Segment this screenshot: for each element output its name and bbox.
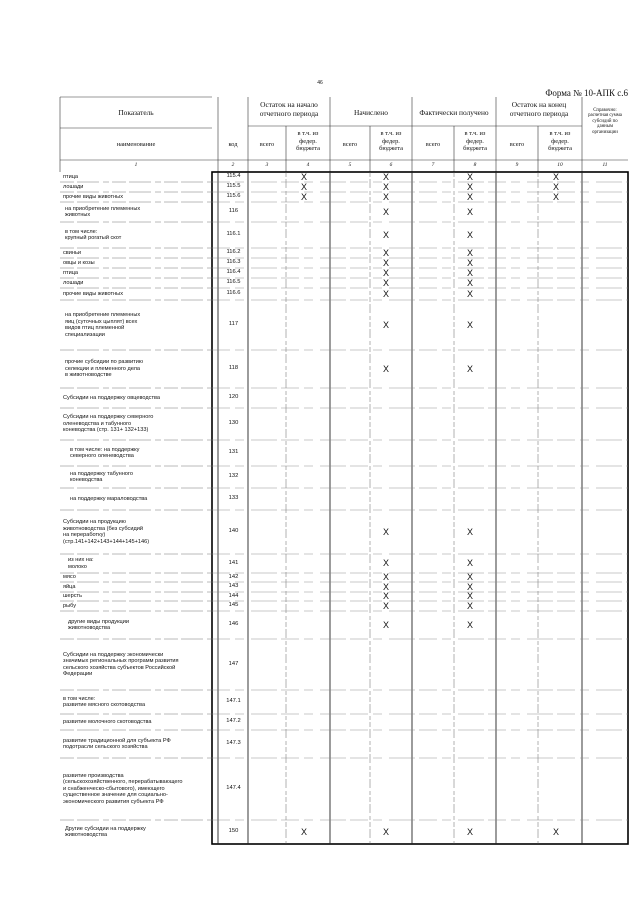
x-mark: X <box>466 191 473 202</box>
x-mark: X <box>552 171 559 182</box>
x-mark: X <box>382 267 389 278</box>
x-mark: X <box>300 181 307 192</box>
x-mark: X <box>466 277 473 288</box>
x-mark: X <box>300 826 307 837</box>
row-name-line: Субсидии на поддержку экономически <box>63 651 164 658</box>
row-code: 133 <box>228 495 239 501</box>
row-code: 147.2 <box>226 718 241 724</box>
x-mark: X <box>382 319 389 330</box>
row-name-line: молоко <box>68 563 87 570</box>
header-fed-4: в т.ч. из федер. бюджета <box>296 130 320 153</box>
row-code: 147.3 <box>226 740 241 746</box>
row-code: 150 <box>228 828 239 834</box>
row-code: 132 <box>228 473 239 479</box>
row-name-line: подотрасли сельского хозяйства <box>63 744 148 750</box>
x-mark: X <box>382 247 389 258</box>
x-mark: X <box>466 171 473 182</box>
row-code: 140 <box>228 528 239 534</box>
row-code: 147.4 <box>226 785 241 791</box>
row-code: 131 <box>228 449 239 455</box>
row-name-line: развитие производства <box>63 772 124 779</box>
row-name-line: на поддержку табунного <box>70 470 133 477</box>
row-code: 116.6 <box>226 290 241 296</box>
row-code: 115.5 <box>226 183 241 189</box>
row-name-line: селекции и племенного дела <box>65 365 141 372</box>
x-mark: X <box>382 288 389 299</box>
row-name-line: птица <box>63 173 79 180</box>
x-mark: X <box>552 191 559 202</box>
x-mark: X <box>382 229 389 240</box>
col-number-11: 11 <box>602 162 608 168</box>
x-mark: X <box>466 288 473 299</box>
row-code: 116 <box>228 208 239 214</box>
row-name-line: и снабженческо-сбытового), имеющего <box>63 785 165 792</box>
x-mark: X <box>466 206 473 217</box>
row-code: 142 <box>228 573 239 580</box>
col-number-10: 10 <box>557 162 563 168</box>
x-mark: X <box>382 181 389 192</box>
x-mark: X <box>466 267 473 278</box>
row-name-line: животноводства (без субсидий <box>63 525 143 532</box>
row-name-line: в том числе: на поддержку <box>70 446 140 453</box>
row-name-line: в том числе: <box>63 695 96 702</box>
row-code: 118 <box>228 365 239 371</box>
x-mark: X <box>382 572 389 582</box>
x-mark: X <box>466 826 473 837</box>
row-name-line: шерсть <box>63 593 82 600</box>
form-label: Форма № 10-АПК с.6 <box>545 88 628 98</box>
row-code: 116.5 <box>226 279 241 285</box>
row-code: 116.1 <box>226 231 241 237</box>
x-mark: X <box>466 319 473 330</box>
row-code: 116.4 <box>226 269 241 275</box>
row-name-line: северного оленеводства <box>70 453 134 459</box>
row-name-line: специализации <box>65 331 105 338</box>
col-number-6: 6 <box>389 162 393 168</box>
row-name-line: мясо <box>63 574 76 581</box>
x-mark: X <box>382 257 389 268</box>
row-name-line: Другие субсидии на поддержку <box>65 825 146 832</box>
row-name-line: значимых региональных программ развития <box>63 658 179 664</box>
x-mark: X <box>382 277 389 288</box>
header-total-5: всего <box>342 141 358 148</box>
row-code: 116.2 <box>226 249 241 255</box>
row-name-line: птица <box>63 269 79 276</box>
x-mark: X <box>466 247 473 258</box>
header-fed-6: в т.ч. из федер. бюджета <box>379 130 403 153</box>
row-name-line: Субсидии на поддержку северного <box>63 414 154 421</box>
x-mark: X <box>382 619 389 630</box>
header-name: наименование <box>116 141 156 148</box>
row-name-line: коневодства <box>70 477 103 483</box>
x-mark: X <box>466 229 473 240</box>
row-name-line: крупный рогатый скот <box>65 235 122 241</box>
x-mark: X <box>466 526 473 537</box>
row-name-line: овцы и козы <box>63 259 95 266</box>
x-mark: X <box>466 600 473 611</box>
row-name-line: Субсидии на поддержку овцеводства <box>63 394 161 401</box>
header-total-7: всего <box>425 141 441 148</box>
row-code: 117 <box>228 321 239 327</box>
x-mark: X <box>382 591 389 601</box>
header-group-accrued: Начислено <box>354 108 388 117</box>
header-reference: Справочно: расчетная сумма субсидий по данным организации <box>588 108 622 135</box>
header-group-received: Фактически получено <box>419 109 489 117</box>
x-mark: X <box>382 363 389 374</box>
row-name-line: животноводства <box>65 832 108 838</box>
row-code: 147 <box>228 660 239 667</box>
row-name-line: рыбу <box>63 602 77 609</box>
row-code: 143 <box>228 583 239 589</box>
row-name-line: яиц (суточных цыплят) всех <box>65 318 138 325</box>
col-number-5: 5 <box>348 162 352 168</box>
row-code: 115.6 <box>226 193 241 199</box>
row-name-line: существенное значение для социально- <box>63 792 168 799</box>
row-name-line: развитие молочного скотоводства <box>63 718 152 725</box>
row-name-line: Федерации <box>63 671 93 677</box>
row-name-line: на приобретение племенных <box>65 312 141 318</box>
row-name-line: на переработку) <box>63 532 106 538</box>
row-code: 147.1 <box>226 698 241 704</box>
x-mark: X <box>466 181 473 192</box>
row-name-line: (стр.141+142+143+144+145+146) <box>63 538 150 545</box>
col-number-4: 4 <box>306 162 310 168</box>
row-name-line: видов птиц племенной <box>65 325 125 331</box>
row-name-line: экономического развития субъекта РФ <box>63 798 164 805</box>
x-mark: X <box>552 181 559 192</box>
row-name-line: прочие виды животных <box>63 290 123 297</box>
header-group-start: Остаток на начало отчетного периода <box>259 100 319 118</box>
col-number-2: 2 <box>231 162 235 168</box>
row-code: 144 <box>228 592 239 599</box>
row-name-line: из них на: <box>68 557 94 563</box>
x-mark: X <box>552 826 559 837</box>
x-mark: X <box>382 171 389 182</box>
row-name-line: (сельскохозяйственного, перерабатывающего <box>63 779 183 786</box>
col-number-9: 9 <box>515 162 519 168</box>
row-code: 116.3 <box>226 259 241 265</box>
x-mark: X <box>382 526 389 537</box>
header-total-3: всего <box>259 141 275 148</box>
page-number: 46 <box>317 80 323 86</box>
row-name-line: развитие традиционной для субъекта РФ <box>63 737 171 744</box>
row-name-line: на приобретение племенных <box>65 205 141 212</box>
col-number-3: 3 <box>265 162 269 168</box>
row-code: 146 <box>228 621 239 627</box>
row-name-line: Субсидии на продукцию <box>63 519 126 525</box>
row-name-line: животноводства <box>68 625 111 631</box>
row-name-line: прочие субсидии по развитию <box>65 359 144 366</box>
col-number-7: 7 <box>431 162 435 168</box>
row-name-line: сельского хозяйства субъектов Российской <box>63 664 176 671</box>
x-mark: X <box>466 581 473 592</box>
row-name-line: животных <box>65 212 91 218</box>
header-code: код <box>228 141 238 148</box>
x-mark: X <box>466 619 473 630</box>
x-mark: X <box>382 600 389 611</box>
x-mark: X <box>382 206 389 217</box>
row-name-line: развитие мясного скотоводства <box>63 702 146 708</box>
row-name-line: в животноводстве <box>65 372 112 379</box>
header-indicator: Показатель <box>118 108 154 117</box>
col-number-1: 1 <box>134 162 138 168</box>
x-mark: X <box>466 363 473 374</box>
row-code: 145 <box>228 602 239 608</box>
row-code: 141 <box>228 559 239 566</box>
row-name-line: свиньи <box>63 249 82 256</box>
row-name-line: коневодства (стр. 131+ 132+133) <box>63 427 149 434</box>
header-fed-10: в т.ч. из федер. бюджета <box>548 130 572 153</box>
row-name-line: оленеводства и табунного <box>63 420 132 427</box>
header-fed-8: в т.ч. из федер. бюджета <box>463 130 487 153</box>
row-code: 130 <box>228 420 239 426</box>
header-total-9: всего <box>509 141 525 148</box>
x-mark: X <box>466 558 473 568</box>
x-mark: X <box>466 591 473 601</box>
row-name-line: прочие виды животных <box>63 193 123 200</box>
x-mark: X <box>466 257 473 268</box>
row-name-line: на поддержку мараловодства <box>70 495 148 502</box>
x-mark: X <box>382 826 389 837</box>
x-mark: X <box>382 558 389 568</box>
x-mark: X <box>466 572 473 582</box>
row-name-line: лошади <box>63 279 84 286</box>
x-mark: X <box>300 171 307 182</box>
x-mark: X <box>382 191 389 202</box>
row-code: 115.4 <box>226 173 241 179</box>
x-mark: X <box>300 191 307 202</box>
row-name-line: лошади <box>63 183 84 190</box>
x-mark: X <box>382 581 389 592</box>
row-name-line: яйца <box>63 583 76 590</box>
row-name-line: другие виды продукции <box>68 618 129 625</box>
col-number-8: 8 <box>473 162 477 168</box>
row-name-line: в том числе: <box>65 228 98 235</box>
header-group-end: Остаток на конец отчетного периода <box>509 100 569 118</box>
row-code: 120 <box>228 394 239 400</box>
